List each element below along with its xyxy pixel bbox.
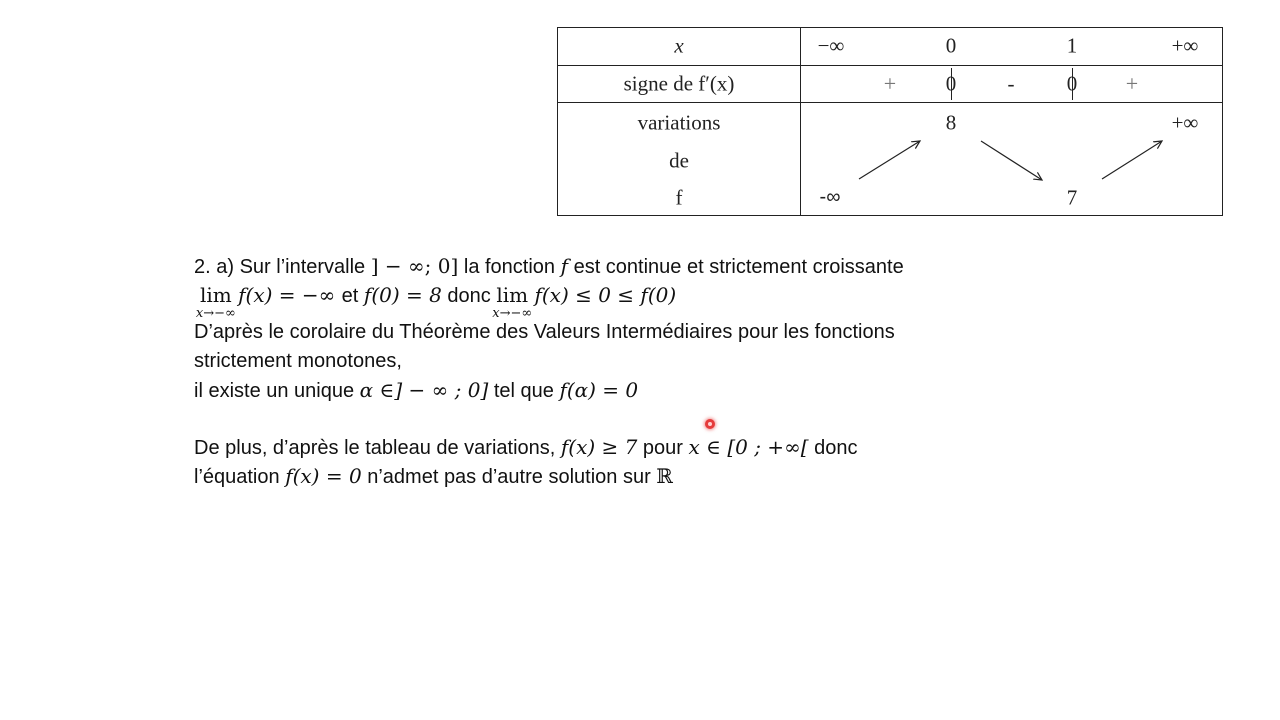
lim-subscript: x→−∞ [195,306,236,321]
row-label-f: f [675,185,683,210]
limit-expression: f(x) = −∞ [231,283,342,307]
variation-end: +∞ [1171,110,1199,135]
x-value: −∞ [817,33,845,58]
text-line-6 [194,435,857,460]
row-label-de: de [669,148,689,173]
limit-symbol [195,283,236,321]
sign-zero: 0 [945,71,957,96]
lim-label: lim [496,283,529,307]
row-label-sign: signe de f′(x) [623,71,735,96]
text-segment: et [341,285,364,307]
text-segment: la fonction [458,256,561,278]
function-symbol: f [560,254,569,278]
sign-zero: 0 [1066,71,1078,96]
text-line-7 [194,464,673,489]
text-line-3: D’après le corolaire du Théorème des Valeurs Intermédiaires pour les fonctions [194,321,895,343]
lim-subscript: x→−∞ [492,306,533,321]
text-segment: il existe un unique [194,380,360,402]
x-value: 0 [945,33,957,58]
text-segment: 2. a) Sur l’intervalle [194,256,371,278]
text-line-2 [195,283,677,321]
text-segment: tel que [488,380,560,402]
variation-start: -∞ [819,186,841,208]
variation-min: 7 [1066,185,1078,210]
text-segment: De plus, d’après le tableau de variations, [194,437,561,459]
equation-expression: f(α) = 0 [559,378,639,402]
arrow-down [981,141,1042,180]
text-segment: donc [441,285,497,307]
variation-arrows [558,28,1224,217]
variation-max: 8 [945,110,957,135]
x-value: +∞ [1171,33,1199,58]
x-value: 1 [1066,33,1078,58]
text-segment: l’équation [194,466,286,488]
sign-plus: + [883,71,897,96]
real-numbers-symbol: ℝ [656,464,673,488]
text-segment: n’admet pas d’autre solution sur [361,466,657,488]
arrow-up [1102,141,1162,179]
interval-math: x ∈ [0 ; +∞[ [688,435,809,459]
equation-expression: f(x) = 0 [285,464,362,488]
laser-pointer-icon [705,419,715,429]
row-label-x: x [674,33,684,58]
alpha-expression: α ∈] − ∞ ; 0] [359,378,489,402]
sign-plus: + [1125,71,1139,96]
inequality-expression: f(x) ≤ 0 ≤ f(0) [528,283,677,307]
inequality-expression: f(x) ≥ 7 [560,435,638,459]
interval-math: ] − ∞; 0] [370,254,459,278]
value-expression: f(0) = 8 [363,283,442,307]
text-segment: pour [637,437,689,459]
text-line-1 [194,254,904,279]
sign-minus: - [1007,71,1015,96]
arrow-up [859,141,920,179]
text-segment: donc [808,437,858,459]
variation-table [557,27,1223,216]
limit-symbol [492,283,533,321]
text-line-5 [194,378,638,403]
text-segment: est continue et strictement croissante [568,256,904,278]
row-label-variations: variations [637,110,721,135]
lim-label: lim [200,283,232,307]
text-line-4: strictement monotones, [194,350,402,372]
